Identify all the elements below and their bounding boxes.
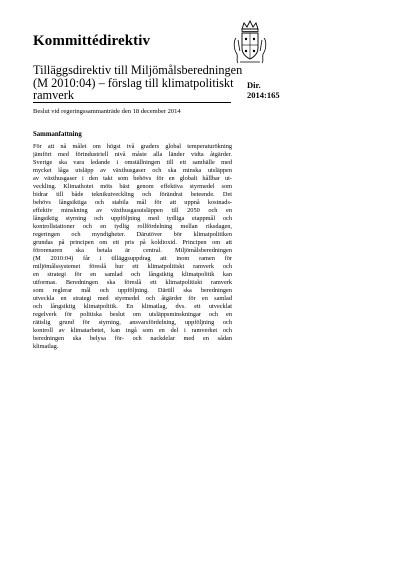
- document-type-heading: Kommittédirektiv: [33, 33, 151, 49]
- summary-text-line: och långsiktig klimatpolitik. En klimatlag, dvs. ett utvecklat: [33, 303, 232, 310]
- swedish-coat-of-arms-icon: [232, 20, 268, 66]
- summary-text-line: kontroll av klimatarbetet, kan ingå som en del i ramverket och: [33, 327, 232, 334]
- title-line: ramverk: [33, 88, 74, 103]
- summary-text-line: utveckla en strategi med styrmedel och åtgärder för en samlad: [33, 295, 232, 302]
- directive-label: Dir.: [247, 80, 261, 90]
- summary-text-line: klimatlag.: [33, 343, 59, 350]
- summary-text-line: regeringen och myndigheter. Därutöver bör klimatpolitiken: [33, 231, 232, 238]
- summary-text-line: jämfört med förindustriell nivå måste alla länder vidta åtgärder.: [33, 151, 232, 158]
- title-line: (M 2010:04) – förslag till klimatpolitiskt: [33, 75, 234, 90]
- title-line: Tilläggsdirektiv till Miljömålsberedningen: [33, 63, 243, 77]
- title-divider: [33, 102, 231, 103]
- summary-text-line: behövs långsiktiga och stabila mål för att uppnå kostnads-: [33, 199, 232, 206]
- directive-reference: [247, 80, 280, 100]
- summary-heading: Sammanfattning: [33, 131, 82, 138]
- summary-text-line: För att nå målet om högst två graders global temperaturökning: [33, 143, 232, 150]
- summary-text-line: regelverk för politiska beslut om utsläppsminskningar och en: [33, 311, 232, 318]
- document-title: [33, 63, 243, 103]
- summary-text-line: rättslig grund för styrning, ansvarsfördelning, uppföljning och: [33, 319, 232, 326]
- summary-text-line: beredningen ska belysa för- och nackdelar med en sådan: [33, 335, 232, 342]
- summary-text-line: långsiktig styrning och uppföljning med tydliga etappmål och: [33, 215, 232, 222]
- summary-text-line: som reglerar mål och uppföljning. Därtill ska beredningen: [33, 287, 232, 294]
- summary-body: [33, 143, 232, 351]
- directive-number: 2014:165: [247, 90, 280, 100]
- summary-text-line: utformas. Beredningen ska föreslå ett klimatpolitiskt ramverk: [33, 279, 232, 286]
- summary-text-line: veckling. Klimathotet möts bäst genom effektiva styrmedel som: [33, 183, 232, 190]
- summary-text-line: effektiv minskning av växthusgasutsläppen till 2050 och en: [33, 207, 232, 214]
- summary-text-line: (M 2010:04) får i tilläggsuppdrag att inom ramen för: [33, 255, 232, 262]
- summary-text-line: en strategi för en samlad och långsiktig klimatpolitik kan: [33, 271, 232, 278]
- summary-text-line: bidrar till både teknikutveckling och förändrat beteende. Det: [33, 191, 232, 198]
- summary-text-line: kontrollstationer och en tydlig rollfördelning mellan riksdagen,: [33, 223, 232, 230]
- summary-text-line: av växthusgaser i den takt som behövs för en globalt hållbar ut-: [33, 175, 232, 182]
- summary-text-line: grundas på principen om ett pris på koldioxid. Principen om att: [33, 239, 232, 246]
- summary-text-line: mycket låga utsläpp av växthusgaser och ska minska utsläppen: [33, 167, 232, 174]
- summary-text-line: Sverige ska vara ledande i omställningen till ett samhälle med: [33, 159, 232, 166]
- summary-text-line: miljömålssystemet föreslå hur ett klimatpolitiskt ramverk och: [33, 263, 232, 270]
- summary-text-line: förorenaren ska betala är central. Miljömålsberedningen: [33, 247, 232, 254]
- decision-date-line: Beslut vid regeringssammanträde den 18 december 2014: [33, 108, 181, 115]
